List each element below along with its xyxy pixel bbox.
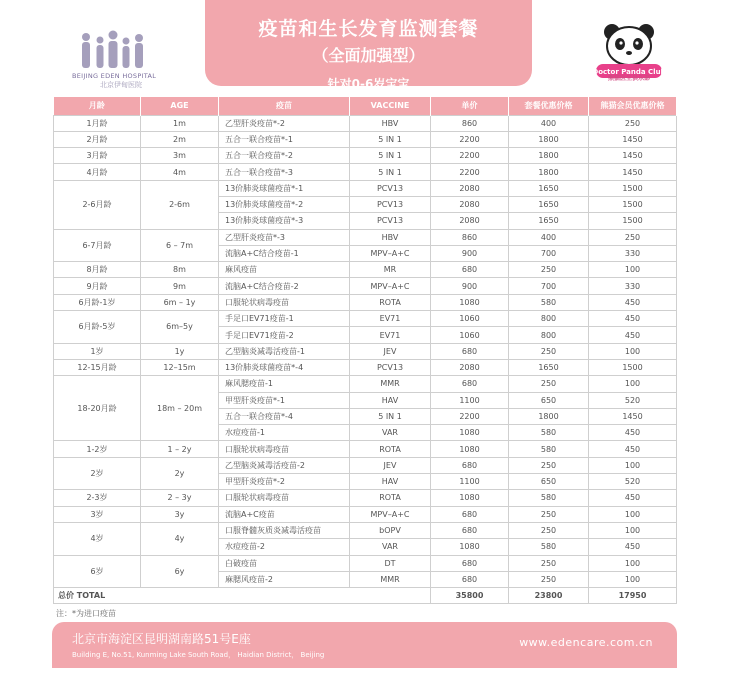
unit-price-cell: 1100 (431, 474, 509, 490)
age-cn-cell: 18-20月龄 (54, 376, 141, 441)
age-en-cell: 4m (141, 164, 219, 180)
package-price-cell: 1650 (509, 359, 589, 375)
member-price-cell: 1450 (589, 131, 677, 147)
vaccine-code-cell: PCV13 (350, 180, 431, 196)
member-price-cell: 450 (589, 311, 677, 327)
vaccine-name-cell: 流脑A+C疫苗 (219, 506, 350, 522)
vaccine-code-cell: EV71 (350, 311, 431, 327)
unit-price-cell: 1080 (431, 539, 509, 555)
member-price-cell: 450 (589, 490, 677, 506)
unit-price-cell: 2200 (431, 164, 509, 180)
vaccine-name-cell: 水痘疫苗-2 (219, 539, 350, 555)
address-cn: 北京市海淀区昆明湖南路51号E座 (72, 632, 251, 646)
total-price-cell: 35800 (431, 588, 509, 604)
vaccine-name-cell: 13价肺炎球菌疫苗*-2 (219, 196, 350, 212)
table-header-row (54, 97, 677, 115)
age-cn-cell: 3月龄 (54, 148, 141, 164)
vaccine-name-cell: 手足口EV71疫苗-2 (219, 327, 350, 343)
table-row (54, 164, 677, 180)
member-price-cell: 1500 (589, 359, 677, 375)
vaccine-code-cell: MR (350, 262, 431, 278)
package-price-cell: 1800 (509, 148, 589, 164)
package-price-cell: 250 (509, 457, 589, 473)
total-member-cell: 17950 (589, 588, 677, 604)
member-price-cell: 250 (589, 229, 677, 245)
age-cn-cell: 2岁 (54, 457, 141, 490)
total-package-cell: 23800 (509, 588, 589, 604)
vaccine-name-cell: 水痘疫苗-1 (219, 425, 350, 441)
age-en-cell: 18m – 20m (141, 376, 219, 441)
package-price-cell: 1800 (509, 131, 589, 147)
vaccine-code-cell: MMR (350, 571, 431, 587)
vaccine-code-cell: MPV–A+C (350, 245, 431, 261)
vaccine-name-cell: 流脑A+C结合疫苗-2 (219, 278, 350, 294)
vaccine-name-cell: 口服脊髓灰质炎减毒活疫苗 (219, 522, 350, 538)
column-header: 单价 (431, 97, 509, 115)
package-price-cell: 580 (509, 441, 589, 457)
member-price-cell: 100 (589, 522, 677, 538)
table-row (54, 278, 677, 294)
vaccine-code-cell: MPV–A+C (350, 506, 431, 522)
vaccine-code-cell: DT (350, 555, 431, 571)
age-en-cell: 2y (141, 457, 219, 490)
age-cn-cell: 1岁 (54, 343, 141, 359)
member-price-cell: 100 (589, 262, 677, 278)
vaccine-code-cell: HAV (350, 392, 431, 408)
table-row (54, 506, 677, 522)
age-cn-cell: 9月龄 (54, 278, 141, 294)
footnote: 注：*为进口疫苗 (56, 609, 116, 618)
package-price-cell: 250 (509, 343, 589, 359)
vaccine-code-cell: bOPV (350, 522, 431, 538)
package-price-cell: 650 (509, 474, 589, 490)
package-price-cell: 250 (509, 555, 589, 571)
unit-price-cell: 860 (431, 115, 509, 131)
member-price-cell: 450 (589, 539, 677, 555)
table-row (54, 490, 677, 506)
title-banner (205, 0, 532, 91)
svg-text:Doctor Panda Club: Doctor Panda Club (592, 68, 666, 76)
table-row (54, 180, 677, 196)
column-header: 疫苗 (219, 97, 350, 115)
age-cn-cell: 4月龄 (54, 164, 141, 180)
age-en-cell: 4y (141, 522, 219, 555)
table-row (54, 115, 677, 131)
table-row (54, 343, 677, 359)
vaccine-code-cell: JEV (350, 343, 431, 359)
unit-price-cell: 860 (431, 229, 509, 245)
unit-price-cell: 2200 (431, 148, 509, 164)
age-cn-cell: 6月龄-5岁 (54, 311, 141, 344)
vaccine-code-cell: HBV (350, 115, 431, 131)
member-price-cell: 1450 (589, 164, 677, 180)
vaccine-name-cell: 五合一联合疫苗*-3 (219, 164, 350, 180)
age-en-cell: 6m – 1y (141, 294, 219, 310)
package-price-cell: 250 (509, 522, 589, 538)
age-en-cell: 8m (141, 262, 219, 278)
unit-price-cell: 2080 (431, 196, 509, 212)
unit-price-cell: 680 (431, 571, 509, 587)
column-header: VACCINE (350, 97, 431, 115)
member-price-cell: 100 (589, 343, 677, 359)
member-price-cell: 330 (589, 245, 677, 261)
age-en-cell: 1m (141, 115, 219, 131)
unit-price-cell: 2200 (431, 131, 509, 147)
vaccine-name-cell: 乙型脑炎减毒活疫苗-2 (219, 457, 350, 473)
column-header: 月龄 (54, 97, 141, 115)
table-row (54, 376, 677, 392)
vaccine-name-cell: 五合一联合疫苗*-1 (219, 131, 350, 147)
unit-price-cell: 2080 (431, 180, 509, 196)
vaccine-name-cell: 麻腮风疫苗-2 (219, 571, 350, 587)
unit-price-cell: 680 (431, 506, 509, 522)
age-cn-cell: 8月龄 (54, 262, 141, 278)
table-body (54, 115, 677, 604)
table-row (54, 457, 677, 473)
vaccine-name-cell: 流脑A+C结合疫苗-1 (219, 245, 350, 261)
vaccine-code-cell: HBV (350, 229, 431, 245)
vaccine-code-cell: PCV13 (350, 359, 431, 375)
website-link[interactable]: www.edencare.com.cn (519, 636, 653, 649)
unit-price-cell: 1080 (431, 294, 509, 310)
package-price-cell: 250 (509, 506, 589, 522)
package-price-cell: 1650 (509, 180, 589, 196)
member-price-cell: 100 (589, 571, 677, 587)
package-price-cell: 580 (509, 425, 589, 441)
package-price-cell: 800 (509, 327, 589, 343)
package-price-cell: 1650 (509, 196, 589, 212)
age-en-cell: 3m (141, 148, 219, 164)
total-row (54, 588, 677, 604)
unit-price-cell: 2200 (431, 408, 509, 424)
vaccine-name-cell: 口服轮状病毒疫苗 (219, 294, 350, 310)
table-row (54, 229, 677, 245)
vaccine-name-cell: 乙型肝炎疫苗*-3 (219, 229, 350, 245)
table-row (54, 131, 677, 147)
unit-price-cell: 2080 (431, 359, 509, 375)
table-row (54, 441, 677, 457)
table-row (54, 294, 677, 310)
member-price-cell: 450 (589, 327, 677, 343)
vaccine-code-cell: VAR (350, 539, 431, 555)
vaccine-code-cell: MPV–A+C (350, 278, 431, 294)
vaccine-name-cell: 五合一联合疫苗*-4 (219, 408, 350, 424)
unit-price-cell: 1080 (431, 441, 509, 457)
unit-price-cell: 1080 (431, 490, 509, 506)
package-price-cell: 1650 (509, 213, 589, 229)
vaccine-code-cell: ROTA (350, 294, 431, 310)
unit-price-cell: 1060 (431, 311, 509, 327)
hospital-name-en: BEIJING EDEN HOSPITAL (72, 72, 157, 80)
age-cn-cell: 2-3岁 (54, 490, 141, 506)
table-row (54, 359, 677, 375)
age-en-cell: 6m–5y (141, 311, 219, 344)
age-cn-cell: 6岁 (54, 555, 141, 588)
hospital-logo (72, 30, 158, 90)
vaccine-code-cell: 5 IN 1 (350, 164, 431, 180)
package-price-cell: 580 (509, 490, 589, 506)
age-en-cell: 6y (141, 555, 219, 588)
vaccine-code-cell: HAV (350, 474, 431, 490)
vaccine-code-cell: ROTA (350, 441, 431, 457)
page-title: 疫苗和生长发育监测套餐 (258, 18, 479, 40)
age-cn-cell: 2-6月龄 (54, 180, 141, 229)
vaccine-code-cell: ROTA (350, 490, 431, 506)
column-header: 套餐优惠价格 (509, 97, 589, 115)
package-price-cell: 1800 (509, 164, 589, 180)
member-price-cell: 1500 (589, 196, 677, 212)
unit-price-cell: 680 (431, 522, 509, 538)
package-price-cell: 400 (509, 115, 589, 131)
package-price-cell: 700 (509, 245, 589, 261)
member-price-cell: 100 (589, 555, 677, 571)
vaccine-name-cell: 五合一联合疫苗*-2 (219, 148, 350, 164)
member-price-cell: 250 (589, 115, 677, 131)
vaccine-code-cell: EV71 (350, 327, 431, 343)
table-row (54, 522, 677, 538)
table-row (54, 262, 677, 278)
vaccine-code-cell: 5 IN 1 (350, 131, 431, 147)
member-price-cell: 1450 (589, 148, 677, 164)
age-cn-cell: 12-15月龄 (54, 359, 141, 375)
package-price-cell: 800 (509, 311, 589, 327)
table-row (54, 148, 677, 164)
vaccine-table (53, 97, 677, 604)
age-cn-cell: 6月龄-1岁 (54, 294, 141, 310)
age-cn-cell: 1月龄 (54, 115, 141, 131)
member-price-cell: 1500 (589, 180, 677, 196)
member-price-cell: 450 (589, 441, 677, 457)
member-price-cell: 100 (589, 506, 677, 522)
unit-price-cell: 1060 (431, 327, 509, 343)
panda-icon (590, 20, 668, 80)
package-price-cell: 650 (509, 392, 589, 408)
vaccine-name-cell: 麻风腮疫苗-1 (219, 376, 350, 392)
vaccine-name-cell: 13价肺炎球菌疫苗*-3 (219, 213, 350, 229)
vaccine-name-cell: 13价肺炎球菌疫苗*-1 (219, 180, 350, 196)
package-price-cell: 580 (509, 294, 589, 310)
target-audience: 针对0-6岁宝宝 (327, 77, 410, 91)
age-en-cell: 9m (141, 278, 219, 294)
age-en-cell: 6 – 7m (141, 229, 219, 262)
column-header: 熊猫会员优惠价格 (589, 97, 677, 115)
unit-price-cell: 900 (431, 245, 509, 261)
address-en: Building E, No.51, Kunming Lake South Road， Haidian District， Beijing (72, 651, 325, 659)
vaccine-name-cell: 乙型肝炎疫苗*-2 (219, 115, 350, 131)
vaccine-name-cell: 口服轮状病毒疫苗 (219, 441, 350, 457)
unit-price-cell: 680 (431, 376, 509, 392)
age-cn-cell: 2月龄 (54, 131, 141, 147)
unit-price-cell: 2080 (431, 213, 509, 229)
member-price-cell: 520 (589, 474, 677, 490)
vaccine-name-cell: 乙型脑炎减毒活疫苗-1 (219, 343, 350, 359)
vaccine-name-cell: 白破疫苗 (219, 555, 350, 571)
package-price-cell: 700 (509, 278, 589, 294)
table-row (54, 311, 677, 327)
age-en-cell: 12–15m (141, 359, 219, 375)
package-price-cell: 580 (509, 539, 589, 555)
package-price-cell: 250 (509, 262, 589, 278)
vaccine-name-cell: 口服轮状病毒疫苗 (219, 490, 350, 506)
unit-price-cell: 680 (431, 262, 509, 278)
unit-price-cell: 680 (431, 343, 509, 359)
package-price-cell: 400 (509, 229, 589, 245)
vaccine-code-cell: 5 IN 1 (350, 148, 431, 164)
panda-club-label-cn: 熊猫医生俱乐部 (607, 75, 650, 82)
age-cn-cell: 1-2岁 (54, 441, 141, 457)
vaccine-name-cell: 甲型肝炎疫苗*-2 (219, 474, 350, 490)
age-cn-cell: 3岁 (54, 506, 141, 522)
vaccine-name-cell: 甲型肝炎疫苗*-1 (219, 392, 350, 408)
footer-bar (52, 622, 677, 668)
table-row (54, 555, 677, 571)
member-price-cell: 100 (589, 376, 677, 392)
vaccine-code-cell: 5 IN 1 (350, 408, 431, 424)
package-price-cell: 250 (509, 376, 589, 392)
vaccine-code-cell: VAR (350, 425, 431, 441)
vaccine-name-cell: 麻风疫苗 (219, 262, 350, 278)
vaccine-code-cell: PCV13 (350, 196, 431, 212)
page-subtitle: （全面加强型） (312, 46, 425, 65)
member-price-cell: 1450 (589, 408, 677, 424)
age-en-cell: 2-6m (141, 180, 219, 229)
member-price-cell: 1500 (589, 213, 677, 229)
vaccine-code-cell: MMR (350, 376, 431, 392)
vaccine-code-cell: PCV13 (350, 213, 431, 229)
unit-price-cell: 1080 (431, 425, 509, 441)
column-header: AGE (141, 97, 219, 115)
age-en-cell: 1y (141, 343, 219, 359)
member-price-cell: 450 (589, 425, 677, 441)
vaccine-code-cell: JEV (350, 457, 431, 473)
unit-price-cell: 900 (431, 278, 509, 294)
member-price-cell: 520 (589, 392, 677, 408)
member-price-cell: 100 (589, 457, 677, 473)
total-label: 总价 TOTAL (54, 588, 431, 604)
unit-price-cell: 680 (431, 457, 509, 473)
package-price-cell: 1800 (509, 408, 589, 424)
unit-price-cell: 680 (431, 555, 509, 571)
age-en-cell: 2 – 3y (141, 490, 219, 506)
unit-price-cell: 1100 (431, 392, 509, 408)
family-icon (74, 30, 152, 70)
vaccine-name-cell: 13价肺炎球菌疫苗*-4 (219, 359, 350, 375)
vaccine-name-cell: 手足口EV71疫苗-1 (219, 311, 350, 327)
hospital-name-cn: 北京伊甸医院 (100, 81, 142, 89)
member-price-cell: 450 (589, 294, 677, 310)
age-cn-cell: 6-7月龄 (54, 229, 141, 262)
age-en-cell: 3y (141, 506, 219, 522)
age-en-cell: 2m (141, 131, 219, 147)
member-price-cell: 330 (589, 278, 677, 294)
package-price-cell: 250 (509, 571, 589, 587)
age-en-cell: 1 – 2y (141, 441, 219, 457)
age-cn-cell: 4岁 (54, 522, 141, 555)
